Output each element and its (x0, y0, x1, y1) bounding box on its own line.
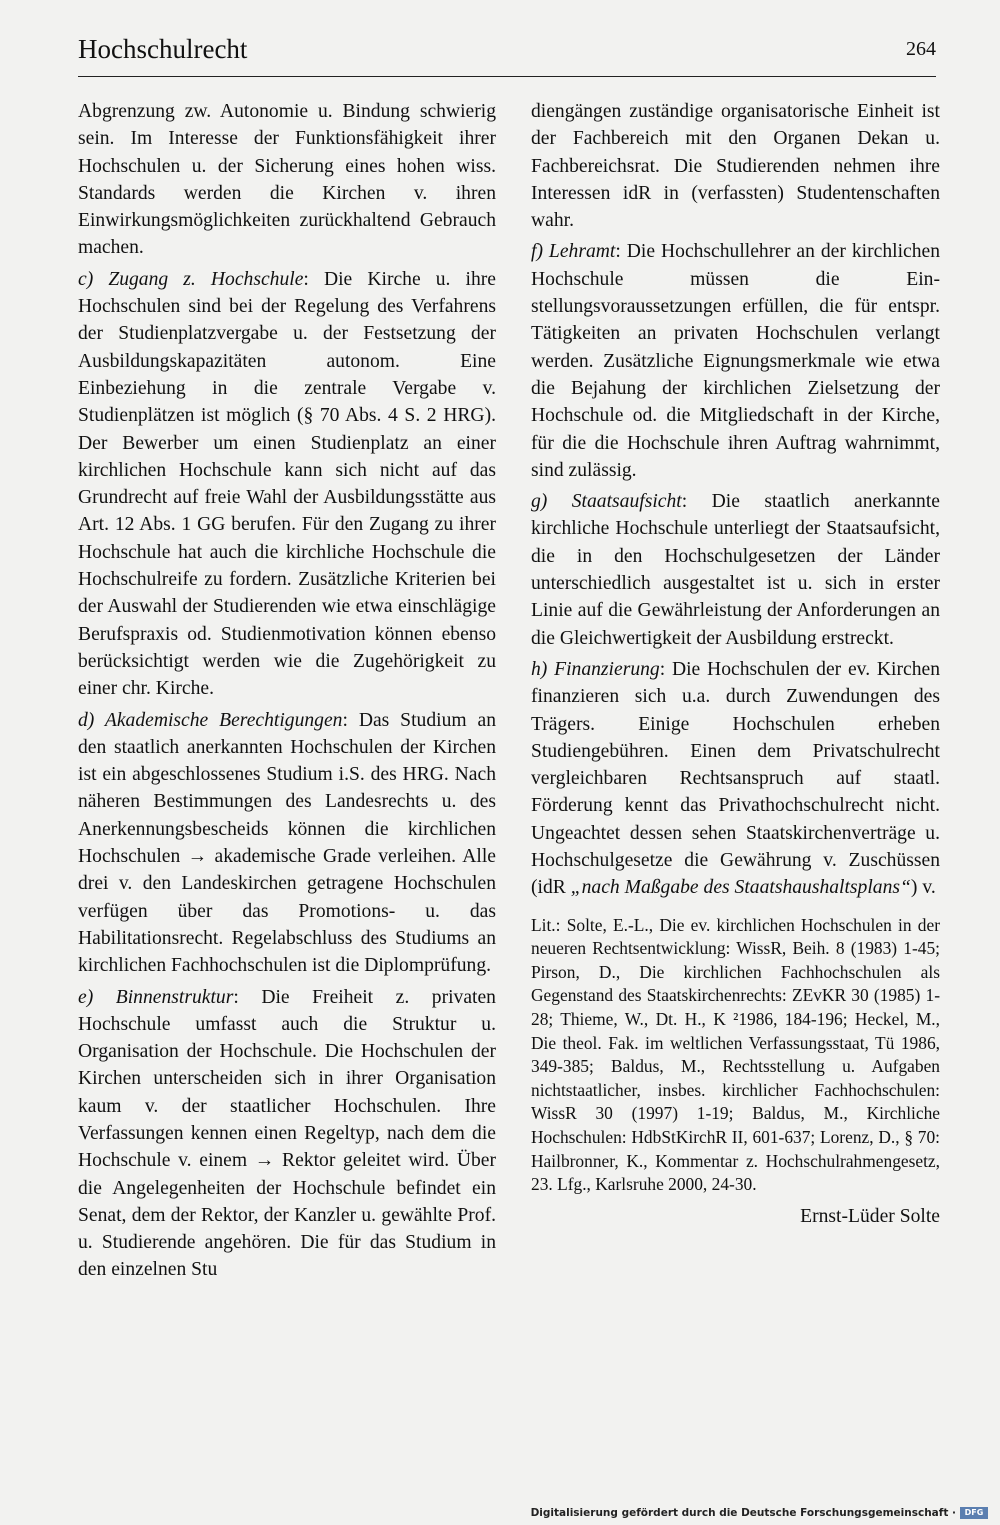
running-title: Hochschulrecht (78, 34, 248, 64)
paragraph-intro: Abgrenzung zw. Autonomie u. Bindung schwierig sein. Im Interesse der Funktionsfähigkeit ihrer Hochschulen u. der Sicherung eines hohen wiss. Standards werden die Kirchen v. ihren Einwirkungsmöglichkeiten zurückhaltend Gebrauch machen. (78, 101, 496, 259)
footer-credit: Digitalisierung gefördert durch die Deutsche Forschungsgemeinschaft · (530, 1507, 956, 1519)
dfg-logo: DFG (960, 1507, 988, 1519)
section-head-zugang: c) Zugang z. Hochschule (78, 268, 304, 290)
section-head-finanzierung: h) Finanzierung (531, 658, 660, 680)
paragraph-binnenstruktur: e) Binnenstruktur: Die Freiheit z. privaten Hochschule umfasst auch die Struktur u. Organisation der Hochschule. Die Hochschulen der Kirchen unterscheiden sich in ihrer Organisation kaum v. der staatlicher Hochschulen. Ihre Verfassungen kennen einen Regeltyp, nach dem die Hochschule v. einem → Rektor geleitet wird. Über die Angelegenheiten der Hochschule befindet ein Senat, dem der Rektor, der Kanzler u. gewählte Prof. u. Studierende angehören. Die für das Studium in den einzelnen Stu (78, 986, 496, 1281)
literature-references: Lit.: Solte, E.-L., Die ev. kirchlichen Hochschulen in der neueren Rechtsentwicklung: WissR, Beih. 8 (1983) 1-45; Pirson, D., Die kirchlichen Fachhochschulen als Gegenstand des Staatskirchenrechts: ZEvKR 30 (1985) 1-28; Thieme, W., Dt. H., K ²1986, 184-196; Heckel, M., Die theol. Fak. im weltlichen Verfassungsstaat, Tü 1986, 349-385; Baldus, M., Rechtsstellung u. Aufgaben nichtstaatlicher, insbes. kirchlicher Fachhochschulen: WissR 30 (1997) 1-19; Baldus, M., Kirchliche Hochschulen: HdbStKirchR II, 601-637; Lorenz, D., § 70: Hailbronner, K., Kommentar z. Hochschulrahmengesetz, 23. Lfg., Karlsruhe 2000, 24-30. (531, 914, 940, 1195)
paragraph-zugang: c) Zugang z. Hochschule: Die Kirche u. ihre Hochschulen sind bei der Regelung des Verfahrens der Studienplatzvergabe u. der Festsetzung der Ausbildungskapazitäten autonom. Eine Einbeziehung in die zentrale Vergabe v. Studienplätzen ist möglich (§ 70 Abs. 4 S. 2 HRG). Der Bewerber um einen Studienplatz an einer kirchlichen Hochschule kann sich nicht auf das Grundrecht auf freie Wahl der Ausbildungsstätte aus Art. 12 Abs. 1 GG berufen. Für den Zugang zu ihrer Hochschule hat auch die kirchliche Hochschule die Hochschulreife zu fordern. Zusätzliche Kriterien bei der Auswahl der Studierenden wie etwa einschlägige Berufspraxis od. Studienmotivation können ebenso berücksichtigt werden wie die Zugehörigkeit zu einer chr. Kirche. (78, 268, 497, 700)
page-header (78, 30, 936, 77)
paragraph-finanzierung: h) Finanzierung: Die Hochschulen der ev. Kirchen finanzieren sich u.a. durch Zuwendungen des Trägers. Einige Hochschulen erheben Studiengebühren. Einen dem Privatschulrecht vergleichbaren Rechtsanspruch auf staatl. Förderung kennt das Privathochschulrecht nicht. Ungeachtet dessen sehen Staatskirchenverträge u. Hochschulgesetze die Gewährung v. Zuschüssen (idR „nach Maßgabe des Staatshaushaltsplans“) v. (531, 658, 940, 899)
page-footer (531, 1507, 988, 1519)
paragraph-berechtigungen: d) Akademische Berechtigungen: Das Studium an den staatlich anerkannten Hochschulen der Kirchen ist ein abgeschlossenes Studium i.S. des HRG. Nach näheren Bestimmungen des Landesrechts u. des Anerkennungsbescheids können die kirchlichen Hochschulen → akademische Grade verleihen. Alle drei v. den Landeskirchen getragene Hochschulen verfügen über das Promotions- u. das Habilitationsrecht. Regelabschluss des Studiums an kirchlichen Fachhochschulen ist die Diplomprüfung. (78, 709, 496, 977)
left-column (78, 98, 496, 1288)
right-column (531, 98, 940, 1234)
author-signature: Ernst-Lüder Solte (800, 1205, 940, 1227)
quoted-phrase: „nach Maßgabe des Staatshaushaltsplans“ (570, 877, 911, 899)
section-head-lehramt: f) Lehramt (531, 241, 616, 263)
section-head-binnenstruktur: e) Binnenstruktur (78, 986, 234, 1008)
paragraph-staatsaufsicht: g) Staatsaufsicht: Die staatlich anerkannte kirchliche Hochschule unterliegt der Staatsaufsicht, die in den Hochschulgesetzen der Länder unterschiedlich ausgestaltet ist u. sich in erster Linie auf die Gewährleistung der Anforderungen an die Gleichwertigkeit der Ausbildung erstreckt. (531, 491, 940, 649)
paragraph-lehramt: f) Lehramt: Die Hochschullehrer an der kirchlichen Hochschule müssen die Einstellungsvoraussetzungen erfüllen, die für entspr. Tätigkeiten an privaten Hochschulen verlangt werden. Zusätzliche Eignungsmerkmale wie etwa die Bejahung der kirchlichen Zielsetzung der Hochschule od. die Mitgliedschaft in der Kirche, für die die Hochschule ihren Auftrag wahrnimmt, sind zulässig. (531, 241, 940, 481)
page-number: 264 (906, 38, 936, 60)
section-head-berechtigungen: d) Akademische Berechtigungen (78, 709, 343, 731)
paragraph-continued: diengängen zuständige organisatorische Einheit ist der Fachbereich mit den Organen Dekan u. Fachbereichsrat. Die Studierenden nehmen ihre Interessen idR in (verfassten) Studentenschaften wahr. (531, 101, 940, 232)
section-head-staatsaufsicht: g) Staatsaufsicht (531, 491, 682, 513)
